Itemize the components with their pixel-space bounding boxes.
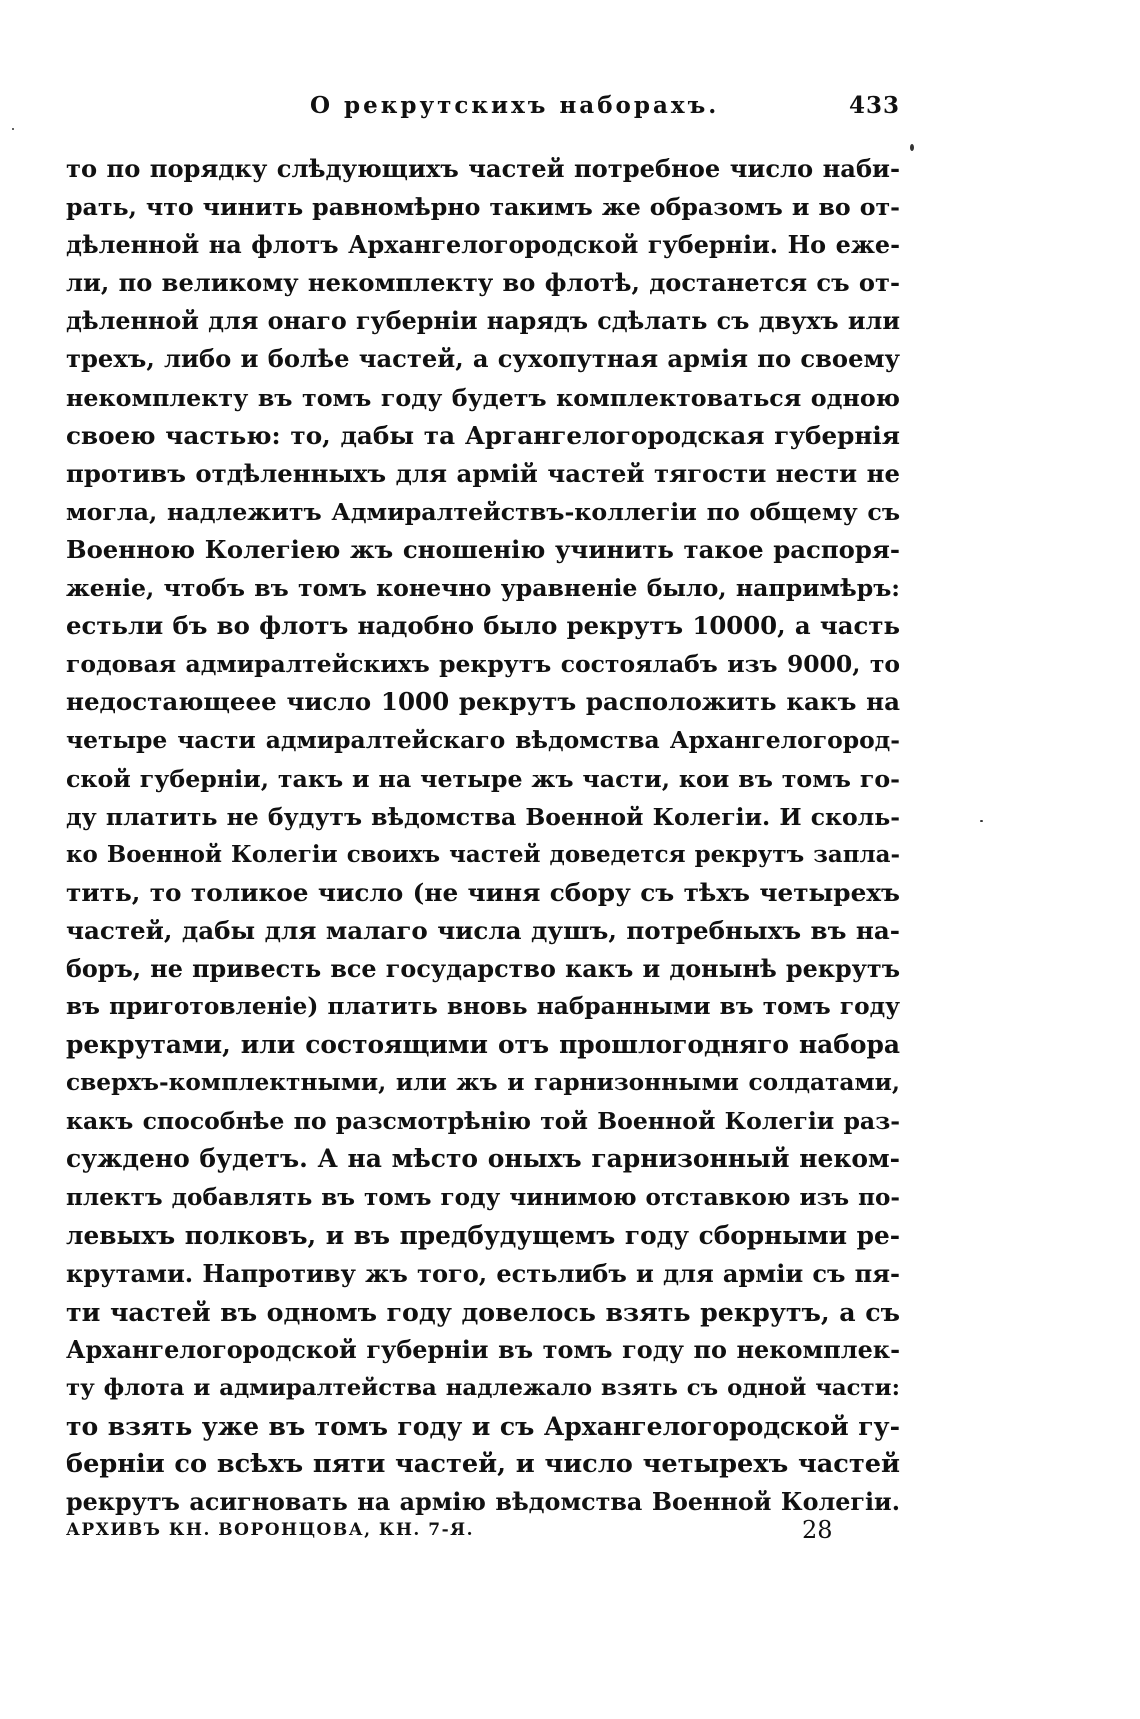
text-line: ти частей въ одномъ году довелось взять рекрутъ, а съ — [66, 1296, 900, 1327]
text-line: Архангелогородской губерніи въ томъ году по некомплек- — [66, 1335, 900, 1364]
signature-footer — [66, 1516, 900, 1550]
text-line: тить, то толикое число (не чиня сбору съ тѣхъ четырехъ — [66, 877, 900, 907]
text-line: въ приготовленіе) платить вновь набранными въ томъ году — [66, 993, 900, 1021]
text-line: противъ отдѣленныхъ для армій частей тягости нести не — [66, 458, 900, 488]
text-line: четыре части адмиралтейскаго вѣдомства Архангелогород- — [66, 726, 900, 755]
text-line: естьли бъ во флотъ надобно было рекрутъ 10000, а часть — [66, 611, 900, 641]
text-line: рекрутъ асигновать на армію вѣдомства Военной Колегіи. — [66, 1488, 900, 1517]
text-line: то по порядку слѣдующихъ частей потребное число наби- — [66, 154, 900, 183]
text-line: берніи со всѣхъ пяти частей, и число четырехъ частей — [66, 1449, 900, 1480]
running-header — [66, 92, 900, 126]
text-line: дѣленной на флотъ Архангелогородской губерніи. Но еже- — [66, 231, 900, 260]
text-line: женіе, чтобъ въ томъ конечно уравненіе было, напримѣръ: — [66, 574, 900, 603]
text-line: рекрутами, или состоящими отъ прошлогодняго набора — [66, 1030, 900, 1060]
text-line: Военною Колегіею жъ сношенію учинить такое распоря- — [66, 534, 900, 564]
text-line: какъ способнѣе по разсмотрѣнію той Военной Колегіи раз- — [66, 1107, 900, 1136]
text-line: некомплекту въ томъ году будетъ комплектоваться одною — [66, 383, 900, 412]
scan-speck — [12, 128, 14, 130]
text-line: ко Военной Колегіи своихъ частей доведется рекрутъ запла- — [66, 840, 900, 868]
text-line: недостающееe число 1000 рекрутъ расположить какъ на — [66, 687, 900, 717]
signature-text: АРХИВЪ КН. ВОРОНЦОВА, КН. 7-Я. — [66, 1520, 475, 1540]
text-line: сверхъ-комплектными, или жъ и гарнизонными солдатами, — [66, 1069, 900, 1097]
scan-speck — [980, 820, 983, 822]
text-line: ту флота и адмиралтейства надлежало взять съ одной части: — [66, 1375, 900, 1401]
text-line: рать, что чинить равномѣрно такимъ же образомъ и во от- — [66, 193, 900, 222]
text-line: крутами. Напротиву жъ того, естьлибъ и для арміи съ пя- — [66, 1258, 900, 1288]
text-line: то взять уже въ томъ году и съ Архангелогородской гу- — [66, 1411, 900, 1442]
text-line: годовая адмиралтейскихъ рекрутъ состоялабъ изъ 9000, то — [66, 650, 900, 679]
body-text — [66, 150, 900, 1521]
text-line: частей, дабы для малаго числа душъ, потребныхъ въ на- — [66, 915, 900, 945]
running-title: О рекрутскихъ наборахъ. — [310, 92, 720, 119]
signature-number: 28 — [802, 1516, 833, 1544]
text-line: могла, надлежитъ Адмиралтействъ-коллегіи по общему съ — [66, 497, 900, 526]
text-line: левыхъ полковъ, и въ предбудущемъ году сборными ре- — [66, 1220, 900, 1250]
text-line: ду платить не будутъ вѣдомства Военной Колегіи. И сколь- — [66, 802, 900, 831]
text-line: трехъ, либо и болѣе частей, а сухопутная армія по своему — [66, 344, 900, 374]
text-line: ской губерніи, такъ и на четыре жъ части, кои въ томъ го- — [66, 764, 900, 793]
text-line: плектъ добавлять въ томъ году чинимою отставкою изъ по- — [66, 1183, 900, 1211]
text-line: ли, по великому некомплекту во флотѣ, достанется съ от- — [66, 268, 900, 298]
text-line: дѣленной для онаго губерніи нарядъ сдѣлать съ двухъ или — [66, 307, 900, 336]
text-line: суждено будетъ. А на мѣсто оныхъ гарнизонный неком- — [66, 1144, 900, 1174]
text-line: боръ, не привесть все государство какъ и донынѣ рекрутъ — [66, 954, 900, 983]
text-line: своею частью: то, дабы та Аргангелогородская губернія — [66, 420, 900, 450]
page-number: 433 — [848, 92, 900, 119]
scan-speck — [910, 144, 914, 151]
